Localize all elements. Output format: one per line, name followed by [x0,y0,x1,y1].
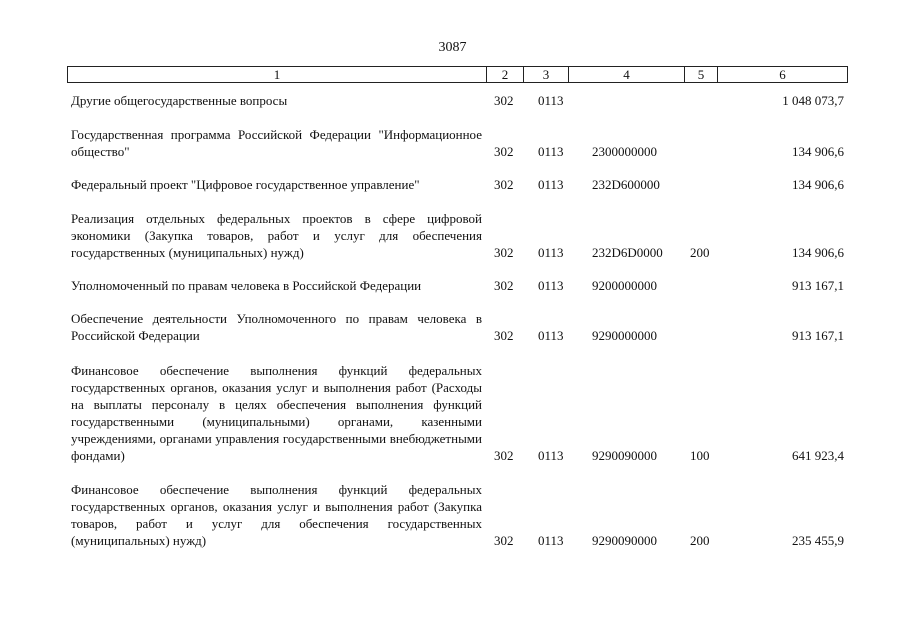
column-header-1: 1 [67,66,487,83]
row-col-6: 134 906,6 [792,245,844,260]
row-col-3: 0113 [538,93,564,108]
column-header-3: 3 [523,66,569,83]
row-col-5: 200 [690,245,710,260]
column-header-4: 4 [568,66,685,83]
row-col-2: 302 [494,448,514,463]
row-description: Уполномоченный по правам человека в Российской Федерации [71,278,422,293]
row-col-3: 0113 [538,448,564,463]
row-col-3: 0113 [538,278,564,293]
column-header-2: 2 [486,66,524,83]
row-col-4: 2300000000 [592,144,657,159]
column-header-5: 5 [684,66,718,83]
row-description: Другие общегосударственные вопросы [71,93,288,108]
row-description: Финансовое обеспечение выполнения функций федеральных государственных органов, оказания услуг и выполнения работ (Расходы на выплаты персоналу в целях обеспечения выполнения функций государственными (муниципальными) органами, казенными учреждениями, органами управления государственными внебюджетными фондами) [71,363,482,463]
row-col-5: 100 [690,448,710,463]
row-col-6: 134 906,6 [792,144,844,159]
row-col-3: 0113 [538,144,564,159]
column-header-6: 6 [717,66,848,83]
row-col-2: 302 [494,328,514,343]
row-description: Федеральный проект "Цифровое государственное управление" [71,177,420,192]
row-col-2: 302 [494,245,514,260]
row-col-5: 200 [690,533,710,548]
row-col-2: 302 [494,93,514,108]
row-description: Обеспечение деятельности Уполномоченного по правам человека в Российской Федерации [71,311,482,343]
row-description: Финансовое обеспечение выполнения функций федеральных государственных органов, оказания услуг и выполнения работ (Закупка товаров, работ и услуг для обеспечения государственных (муниципальных) нужд) [71,482,482,548]
row-col-6: 913 167,1 [792,328,844,343]
row-col-3: 0113 [538,245,564,260]
row-col-2: 302 [494,278,514,293]
row-col-6: 134 906,6 [792,177,844,192]
row-col-6: 235 455,9 [792,533,844,548]
row-col-2: 302 [494,533,514,548]
row-description: Реализация отдельных федеральных проектов в сфере цифровой экономики (Закупка товаров, работ и услуг для обеспечения государственных (муниципальных) нужд) [71,211,482,260]
row-col-6: 913 167,1 [792,278,844,293]
row-col-4: 9290090000 [592,448,657,463]
row-col-6: 1 048 073,7 [782,93,844,108]
row-col-4: 9200000000 [592,278,657,293]
row-col-6: 641 923,4 [792,448,844,463]
row-col-3: 0113 [538,177,564,192]
row-col-4: 232D6D0000 [592,245,663,260]
row-description: Государственная программа Российской Федерации "Информационное общество" [71,127,482,159]
row-col-3: 0113 [538,328,564,343]
row-col-4: 9290090000 [592,533,657,548]
row-col-4: 232D600000 [592,177,660,192]
row-col-3: 0113 [538,533,564,548]
row-col-2: 302 [494,177,514,192]
page-number: 3087 [438,40,467,55]
row-col-4: 9290000000 [592,328,657,343]
row-col-2: 302 [494,144,514,159]
